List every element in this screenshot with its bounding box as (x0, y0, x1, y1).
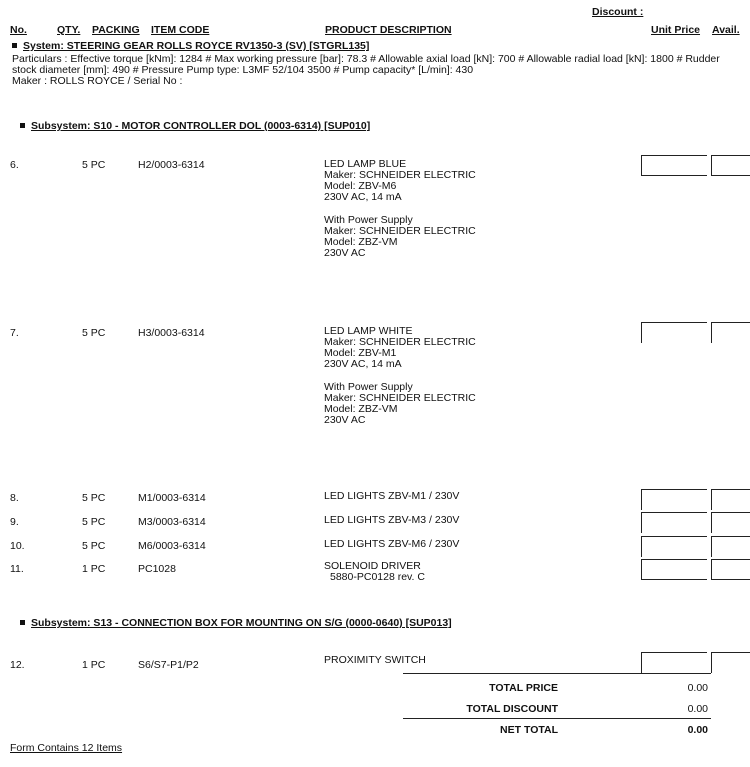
total-price-value: 0.00 (687, 682, 708, 694)
item-code: H2/0003-6314 (138, 159, 205, 171)
item-qty: 5 PC (82, 327, 106, 339)
net-total-value: 0.00 (687, 724, 708, 736)
col-packing-header: PACKING (92, 24, 140, 36)
desc-line: Model: ZBV-M6 (324, 180, 397, 192)
item-code: M6/0003-6314 (138, 540, 206, 552)
desc-line: 230V AC (324, 414, 366, 426)
item-description (324, 561, 425, 583)
item-no: 9. (10, 516, 19, 528)
item-qty: 1 PC (82, 563, 106, 575)
unit-price-field[interactable] (641, 652, 707, 673)
subsystem-title (20, 617, 452, 629)
desc-line: LED LAMP BLUE (324, 158, 407, 170)
subsystem-title-text: Subsystem: S13 - CONNECTION BOX FOR MOUNTING ON S/G (0000-0640) [SUP013] (31, 617, 452, 629)
item-qty: 5 PC (82, 540, 106, 552)
item-qty: 5 PC (82, 159, 106, 171)
desc-line: LED LIGHTS ZBV-M6 / 230V (324, 538, 460, 550)
desc-line: 230V AC, 14 mA (324, 191, 402, 203)
item-no: 11. (10, 563, 24, 575)
item-code: M1/0003-6314 (138, 492, 206, 504)
system-title (12, 40, 369, 52)
item-no: 7. (10, 327, 19, 339)
form-contains-link[interactable]: Form Contains 12 Items (10, 742, 123, 754)
desc-line: LED LIGHTS ZBV-M1 / 230V (324, 490, 460, 502)
desc-line: Maker: SCHNEIDER ELECTRIC (324, 392, 476, 404)
desc-line: 230V AC, 14 mA (324, 358, 402, 370)
subsystem-title-text: Subsystem: S10 - MOTOR CONTROLLER DOL (0003-6314) [SUP010] (31, 120, 371, 132)
avail-field[interactable] (711, 652, 750, 673)
col-no-header: No. (10, 24, 27, 36)
item-no: 6. (10, 159, 19, 171)
item-no: 12. (10, 659, 25, 671)
item-description (324, 515, 459, 526)
bullet-icon (20, 123, 25, 128)
unit-price-field[interactable] (641, 512, 707, 533)
item-description (324, 491, 459, 502)
avail-field[interactable] (711, 536, 750, 557)
discount-label: Discount : (592, 6, 644, 18)
item-code: S6/S7-P1/P2 (138, 659, 199, 671)
desc-line: Model: ZBZ-VM (324, 403, 398, 415)
item-description (324, 159, 476, 259)
avail-field[interactable] (711, 155, 750, 176)
desc-line: LED LAMP WHITE (324, 325, 413, 337)
desc-line: LED LIGHTS ZBV-M3 / 230V (324, 514, 460, 526)
item-description (324, 326, 476, 426)
avail-field[interactable] (711, 322, 750, 343)
avail-field[interactable] (711, 512, 750, 533)
desc-line: 230V AC (324, 247, 366, 259)
desc-line: Maker: SCHNEIDER ELECTRIC (324, 225, 476, 237)
unit-price-field[interactable] (641, 536, 707, 557)
desc-line: With Power Supply (324, 214, 413, 226)
maker-text: Maker : ROLLS ROYCE / Serial No : (12, 75, 183, 87)
total-discount-value: 0.00 (687, 703, 708, 715)
subsystem-title (20, 120, 370, 132)
avail-field[interactable] (711, 489, 750, 510)
unit-price-field[interactable] (641, 155, 707, 176)
bullet-icon (20, 620, 25, 625)
total-price-label: TOTAL PRICE (489, 682, 558, 694)
item-qty: 1 PC (82, 659, 106, 671)
item-description (324, 539, 459, 550)
unit-price-field[interactable] (641, 322, 707, 343)
net-total-divider (403, 718, 711, 719)
system-title-text: System: STEERING GEAR ROLLS ROYCE RV1350-3 (SV) [STGRL135] (23, 40, 370, 52)
desc-line: 5880-PC0128 rev. C (330, 571, 425, 583)
avail-field[interactable] (711, 559, 750, 580)
item-code: H3/0003-6314 (138, 327, 205, 339)
item-no: 10. (10, 540, 25, 552)
col-unit-price-header: Unit Price (651, 24, 701, 36)
item-code: M3/0003-6314 (138, 516, 206, 528)
col-avail-header: Avail. (712, 24, 740, 36)
desc-line: Model: ZBV-M1 (324, 347, 397, 359)
totals-divider (403, 673, 711, 674)
item-qty: 5 PC (82, 516, 106, 528)
col-description-header: PRODUCT DESCRIPTION (325, 24, 452, 36)
particulars-text: Particulars : Effective torque [kNm]: 1284 # Max working pressure [bar]: 78.3 # Allowable axial load [kN]: 700 # Allowable radial load [kN]: 1800 # Rudder stock diameter [mm]: 490 # Pressure Pump type: L3MF 52/104 3500 # Pump capacity* [L/min]: 430 (12, 53, 720, 76)
desc-line: With Power Supply (324, 381, 413, 393)
col-item-code-header: ITEM CODE (151, 24, 210, 36)
item-code: PC1028 (138, 563, 176, 575)
bullet-icon (12, 43, 17, 48)
net-total-label: NET TOTAL (500, 724, 558, 736)
item-no: 8. (10, 492, 19, 504)
desc-line: SOLENOID DRIVER (324, 560, 421, 572)
unit-price-field[interactable] (641, 559, 707, 580)
desc-line: Maker: SCHNEIDER ELECTRIC (324, 336, 476, 348)
system-particulars (12, 54, 744, 87)
unit-price-field[interactable] (641, 489, 707, 510)
desc-line: Model: ZBZ-VM (324, 236, 398, 248)
desc-line: PROXIMITY SWITCH (324, 654, 426, 666)
item-description (324, 655, 426, 666)
col-qty-header: QTY. (57, 24, 81, 36)
total-discount-label: TOTAL DISCOUNT (466, 703, 558, 715)
item-qty: 5 PC (82, 492, 106, 504)
desc-line: Maker: SCHNEIDER ELECTRIC (324, 169, 476, 181)
